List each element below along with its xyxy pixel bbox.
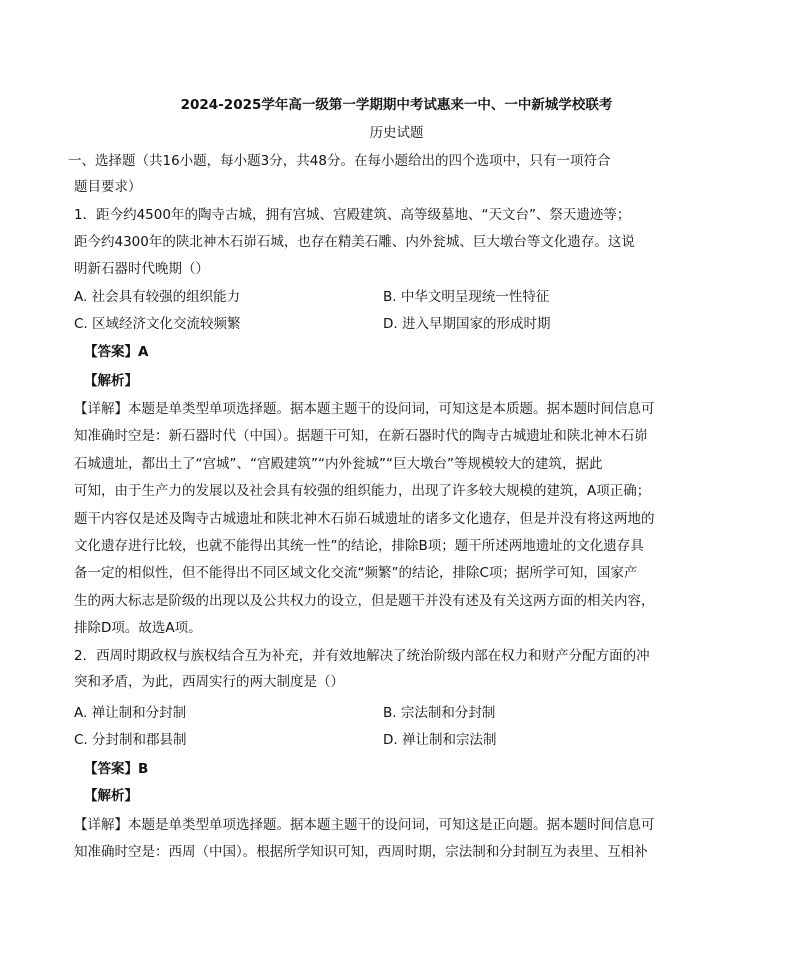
q2-option-a: A. 禅让制和分封制 <box>74 705 187 721</box>
exam-subtitle: 历史试题 <box>369 125 424 141</box>
q1-stem-line1: 1．距今约4500年的陶寺古城，拥有宫城、宫殿建筑、高等级墓地、“天文台”、祭天遗迹等； <box>74 207 631 223</box>
q1-option-a: A. 社会具有较强的组织能力 <box>74 289 241 305</box>
q2-detail-line2: 知准确时空是：西周（中国）。根据所学知识可知，西周时期，宗法制和分封制互为表里、互相补 <box>74 844 648 860</box>
q1-option-b: B. 中华文明呈现统一性特征 <box>383 289 550 305</box>
q1-stem-line2: 距今约4300年的陕北神木石峁石城，也存在精美石雕、内外瓮城、巨大墩台等文化遗存。这说 <box>74 234 635 250</box>
q1-detail-line9: 排除D项。故选A项。 <box>74 620 202 636</box>
q2-option-d: D. 禅让制和宗法制 <box>383 732 497 748</box>
section-heading-line1: 一、选择题（共16小题，每小题3分，共48分。在每小题给出的四个选项中，只有一项符合 <box>68 153 611 169</box>
q2-stem-line1: 2．西周时期政权与族权结合互为补充，并有效地解决了统治阶级内部在权力和财产分配方面的冲 <box>74 648 650 664</box>
q2-stem-line2: 突和矛盾，为此，西周实行的两大制度是（） <box>74 674 344 690</box>
q1-answer: 【答案】A <box>84 344 149 360</box>
q2-analysis-label: 【解析】 <box>84 788 138 804</box>
q2-option-b: B. 宗法制和分封制 <box>383 705 496 721</box>
q1-detail-line5: 题干内容仅是述及陶寺古城遗址和陕北神木石峁石城遗址的诸多文化遗存，但是并没有将这两地的 <box>74 511 655 527</box>
q1-detail-line8: 生的两大标志是阶级的出现以及公共权力的设立，但是题干并没有述及有关这两方面的相关内容， <box>74 593 655 609</box>
q1-detail-line7: 备一定的相似性，但不能得出不同区域文化交流“频繁”的结论，排除C项；据所学可知，国家产 <box>74 565 638 581</box>
q1-option-c: C. 区域经济文化交流较频繁 <box>74 316 241 332</box>
q2-option-c: C. 分封制和郡县制 <box>74 732 187 748</box>
q1-detail-line6: 文化遗存进行比较，也就不能得出其统一性”的结论，排除B项；题干所述两地遗址的文化遗存具 <box>74 538 644 554</box>
q1-detail-line4: 可知，由于生产力的发展以及社会具有较强的组织能力，出现了许多较大规模的建筑，A项正确； <box>74 483 651 499</box>
q1-stem-line3: 明新石器时代晚期（） <box>74 261 209 277</box>
q1-detail-line3: 石城遗址，都出土了“宫城”、“宫殿建筑”“内外瓮城”“巨大墩台”等规模较大的建筑，据此 <box>74 456 603 472</box>
q1-detail-line2: 知准确时空是：新石器时代（中国）。据题干可知，在新石器时代的陶寺古城遗址和陕北神木石峁 <box>74 428 648 444</box>
section-heading-line2: 题目要求） <box>74 179 142 195</box>
q1-option-d: D. 进入早期国家的形成时期 <box>383 316 551 332</box>
q2-answer: 【答案】B <box>84 761 149 777</box>
q1-analysis-label: 【解析】 <box>84 373 138 389</box>
q2-detail-line1: 【详解】本题是单类型单项选择题。据本题主题干的设问词，可知这是正向题。据本题时间信息可 <box>74 817 655 833</box>
q1-detail-line1: 【详解】本题是单类型单项选择题。据本题主题干的设问词，可知这是本质题。据本题时间信息可 <box>74 401 655 417</box>
exam-title: 2024-2025学年高一级第一学期期中考试惠来一中、一中新城学校联考 <box>180 97 613 113</box>
